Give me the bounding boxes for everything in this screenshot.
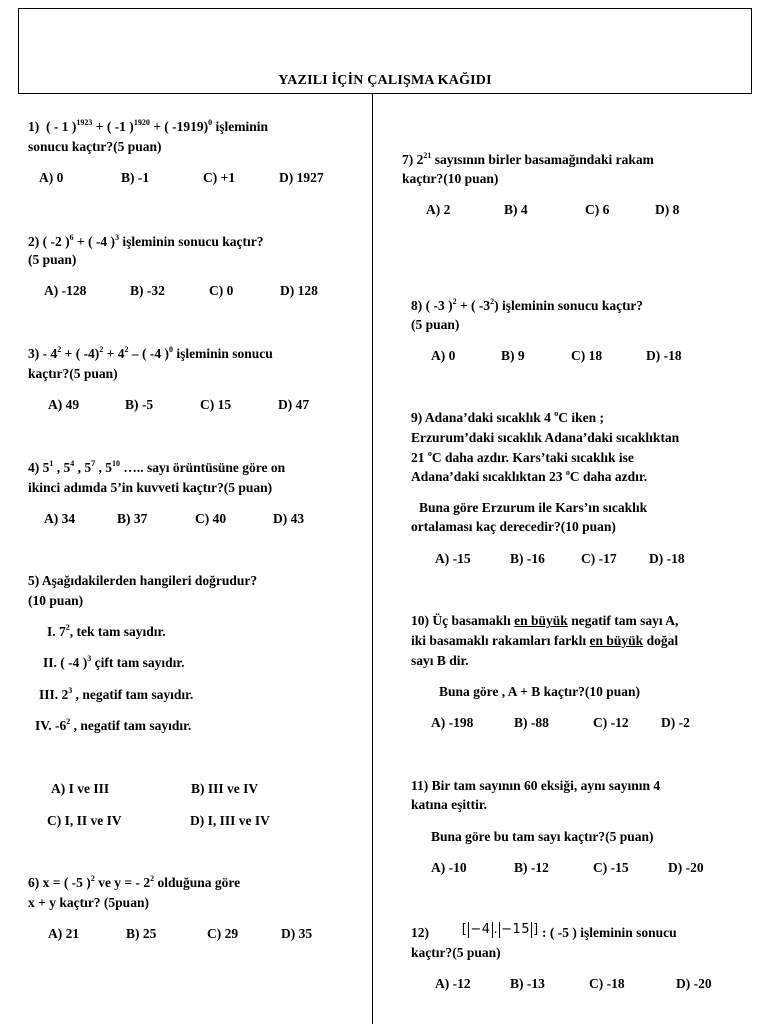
q7-option-d[interactable]: D) 8: [655, 202, 680, 217]
header-box: [18, 8, 752, 94]
superscript: 4: [70, 459, 75, 468]
q5-statement-2: [43, 653, 185, 673]
q8-option-a[interactable]: A) 0: [431, 348, 456, 363]
q10-option-a[interactable]: A) -198: [431, 715, 474, 730]
question-9-line-3: [411, 448, 634, 468]
q5-option-a[interactable]: A) I ve III: [51, 781, 110, 796]
question-2-line-2: (5 puan): [28, 252, 77, 267]
q7-option-a[interactable]: A) 2: [426, 202, 451, 217]
question-2-line-1: [28, 232, 263, 252]
superscript: 3: [68, 686, 73, 695]
text-segment: çift tam sayıdır.: [91, 655, 185, 670]
q9-option-b[interactable]: B) -16: [510, 551, 545, 566]
text-segment: olduğuna göre: [154, 875, 241, 890]
question-7-line-1: [402, 150, 654, 170]
q12-option-d[interactable]: D) -20: [676, 976, 712, 991]
text-segment: ) işleminin sonucu kaçtır?: [494, 298, 644, 313]
question-9-line-1: [411, 408, 604, 428]
underlined-text: en büyük: [514, 613, 568, 628]
text-segment: + ( -4): [61, 346, 100, 361]
q6-option-a[interactable]: A) 21: [48, 926, 80, 941]
text-segment: , negatif tam sayıdır.: [72, 687, 194, 702]
q11-option-b[interactable]: B) -12: [514, 860, 549, 875]
text-segment: 2) ( -2 ): [28, 234, 70, 249]
question-10-line-2: [411, 631, 678, 651]
q1-option-c[interactable]: C) +1: [203, 170, 236, 185]
question-7-line-2: kaçtır?(10 puan): [402, 171, 499, 186]
text-segment: + ( -1919): [149, 119, 209, 134]
text-segment: ve y = - 2: [94, 875, 151, 890]
text-segment: işleminin sonucu kaçtır?: [119, 234, 264, 249]
q4-option-c[interactable]: C) 40: [195, 511, 227, 526]
superscript: 0: [208, 118, 213, 127]
text-segment: , 5: [74, 460, 92, 475]
text-segment: 7) 2: [402, 152, 424, 167]
q5-option-d[interactable]: D) I, III ve IV: [190, 813, 270, 828]
text-segment: + ( -4 ): [73, 234, 116, 249]
text-segment: III. 2: [39, 687, 69, 702]
superscript: 2: [65, 623, 70, 632]
q2-option-a[interactable]: A) -128: [44, 283, 87, 298]
text-segment: , 5: [95, 460, 112, 475]
q9-option-d[interactable]: D) -18: [649, 551, 685, 566]
q9-option-c[interactable]: C) -17: [581, 551, 617, 566]
question-8-line-1: [411, 296, 643, 316]
question-number: 1): [28, 119, 40, 134]
superscript: 1923: [76, 118, 93, 127]
text-segment: 10) Üç basamaklı: [411, 613, 515, 628]
question-4-line-2: ikinci adımda 5’in kuvveti kaçtır?(5 puan): [28, 480, 273, 495]
q5-option-b[interactable]: B) III ve IV: [191, 781, 259, 796]
question-4-line-1: [28, 458, 285, 478]
superscript: 2: [66, 717, 71, 726]
q11-option-d[interactable]: D) -20: [668, 860, 704, 875]
question-10-line-1: [411, 611, 678, 631]
q6-option-b[interactable]: B) 25: [126, 926, 157, 941]
page-title: YAZILI İÇİN ÇALIŞMA KAĞIDI: [278, 73, 492, 88]
question-11-line-1: 11) Bir tam sayının 60 eksiği, aynı sayının 4: [411, 778, 661, 793]
text-segment: C daha azdır. Kars’taki sıcaklık ise: [431, 450, 634, 465]
q1-option-b[interactable]: B) -1: [121, 170, 150, 185]
q1-option-a[interactable]: A) 0: [39, 170, 64, 185]
q2-option-b[interactable]: B) -32: [130, 283, 165, 298]
superscript: 2: [490, 297, 495, 306]
text-segment: 6) x = ( -5 ): [28, 875, 91, 890]
question-12-rest: : ( -5 ) işleminin sonucu: [542, 925, 677, 940]
text-segment: , negatif tam sayıdır.: [70, 718, 192, 733]
text-segment: 21: [411, 450, 428, 465]
q2-option-d[interactable]: D) 128: [280, 283, 318, 298]
q6-option-d[interactable]: D) 35: [281, 926, 313, 941]
absolute-value-expression: [ −4 . −15 ]: [461, 922, 539, 937]
superscript: 3: [115, 233, 120, 242]
question-3-line-2: kaçtır?(5 puan): [28, 366, 118, 381]
superscript: 2: [150, 874, 155, 883]
text-segment: işleminin sonucu: [173, 346, 273, 361]
question-9-line-4: [411, 467, 647, 487]
question-5-line-2: (10 puan): [28, 593, 84, 608]
q11-option-a[interactable]: A) -10: [431, 860, 467, 875]
text-segment: 4) 5: [28, 460, 50, 475]
q3-option-b[interactable]: B) -5: [125, 397, 154, 412]
text-segment: işleminin: [212, 119, 269, 134]
superscript: 2: [452, 297, 457, 306]
superscript: o: [565, 468, 570, 477]
q1-option-d[interactable]: D) 1927: [279, 170, 324, 185]
question-6-line-2: x + y kaçtır? (5puan): [28, 895, 149, 910]
superscript: 7: [91, 459, 96, 468]
question-12-line-2: kaçtır?(5 puan): [411, 945, 501, 960]
q8-option-c[interactable]: C) 18: [571, 348, 603, 363]
q8-option-d[interactable]: D) -18: [646, 348, 682, 363]
text-segment: Erzurum’daki sıcaklık Adana’daki sıcaklıktan: [411, 430, 680, 445]
superscript: 10: [112, 459, 120, 468]
q10-option-d[interactable]: D) -2: [661, 715, 690, 730]
text-segment: sayısının birler basamağındaki rakam: [431, 152, 654, 167]
superscript: 2: [57, 345, 62, 354]
q10-option-c[interactable]: C) -12: [593, 715, 629, 730]
text-segment: ( - 1 ): [46, 119, 77, 134]
text-segment: – ( -4 ): [128, 346, 170, 361]
question-number: 12): [411, 925, 429, 940]
det-value-a: −4: [470, 922, 491, 937]
text-segment: + ( -3: [456, 298, 491, 313]
text-segment: ….. sayı örüntüsüne göre on: [120, 460, 286, 475]
q7-option-b[interactable]: B) 4: [504, 202, 528, 217]
q12-option-b[interactable]: B) -13: [510, 976, 545, 991]
question-1-line-2: sonucu kaçtır?(5 puan): [28, 139, 162, 154]
text-segment: 8) ( -3 ): [411, 298, 453, 313]
question-10-line-3: [411, 651, 469, 671]
text-segment: , 5: [53, 460, 71, 475]
question-9-line-5: Buna göre Erzurum ile Kars’ın sıcaklık: [419, 500, 648, 515]
q8-option-b[interactable]: B) 9: [501, 348, 525, 363]
superscript: 3: [87, 654, 92, 663]
superscript: 1920: [133, 118, 150, 127]
q5-statement-4: [35, 716, 191, 736]
superscript: 2: [99, 345, 104, 354]
question-9-line-6: ortalaması kaç derecedir?(10 puan): [411, 519, 616, 534]
text-segment: iki basamaklı rakamları farklı: [411, 633, 590, 648]
q12-option-c[interactable]: C) -18: [589, 976, 625, 991]
question-11-line-3: Buna göre bu tam sayı kaçtır?(5 puan): [431, 829, 654, 844]
text-segment: negatif tam sayı A,: [567, 613, 679, 628]
q3-option-c[interactable]: C) 15: [200, 397, 232, 412]
q9-option-a[interactable]: A) -15: [435, 551, 471, 566]
q11-option-c[interactable]: C) -15: [593, 860, 629, 875]
q5-option-c[interactable]: C) I, II ve IV: [47, 813, 122, 828]
question-6-line-1: [28, 873, 240, 893]
q4-option-a[interactable]: A) 34: [44, 511, 76, 526]
superscript: 2: [124, 345, 129, 354]
text-segment: I. 7: [47, 624, 66, 639]
q6-option-c[interactable]: C) 29: [207, 926, 239, 941]
q3-option-d[interactable]: D) 47: [278, 397, 310, 412]
text-segment: C iken ;: [558, 410, 605, 425]
text-segment: , tek tam sayıdır.: [69, 624, 166, 639]
text-segment: doğal: [643, 633, 679, 648]
text-segment: + 4: [103, 346, 125, 361]
text-segment: + ( -1 ): [92, 119, 134, 134]
text-segment: 9) Adana’daki sıcaklık 4: [411, 410, 555, 425]
superscript: 21: [423, 151, 432, 160]
q5-statement-1: [47, 622, 166, 642]
superscript: 1: [49, 459, 54, 468]
q5-statement-3: [39, 685, 193, 705]
question-3-line-1: [28, 344, 273, 364]
question-11-line-2: katına eşittir.: [411, 797, 488, 812]
q3-option-a[interactable]: A) 49: [48, 397, 80, 412]
superscript: 6: [69, 233, 74, 242]
question-1-line-1: [28, 117, 268, 137]
det-value-b: −15: [501, 922, 531, 937]
column-divider: [372, 94, 373, 1024]
q4-option-b[interactable]: B) 37: [117, 511, 148, 526]
question-5-line-1: 5) Aşağıdakilerden hangileri doğrudur?: [28, 573, 258, 588]
question-9-line-2: [411, 428, 679, 448]
q12-option-a[interactable]: A) -12: [435, 976, 471, 991]
text-segment: Adana’daki sıcaklıktan 23: [411, 469, 566, 484]
underlined-text: en büyük: [589, 633, 644, 648]
superscript: o: [554, 409, 559, 418]
text-segment: IV. -6: [35, 718, 67, 733]
superscript: 2: [90, 874, 95, 883]
q4-option-d[interactable]: D) 43: [273, 511, 305, 526]
question-8-line-2: (5 puan): [411, 317, 460, 332]
question-10-line-4: Buna göre , A + B kaçtır?(10 puan): [439, 684, 640, 699]
question-12-line-1: [411, 923, 677, 944]
q7-option-c[interactable]: C) 6: [585, 202, 610, 217]
q2-option-c[interactable]: C) 0: [209, 283, 234, 298]
text-segment: II. ( -4 ): [43, 655, 88, 670]
superscript: o: [427, 449, 432, 458]
text-segment: sayı B dir.: [411, 653, 469, 668]
question-1-expression: [46, 119, 268, 134]
superscript: 0: [169, 345, 174, 354]
text-segment: 3) - 4: [28, 346, 58, 361]
q10-option-b[interactable]: B) -88: [514, 715, 549, 730]
text-segment: C daha azdır.: [569, 469, 648, 484]
